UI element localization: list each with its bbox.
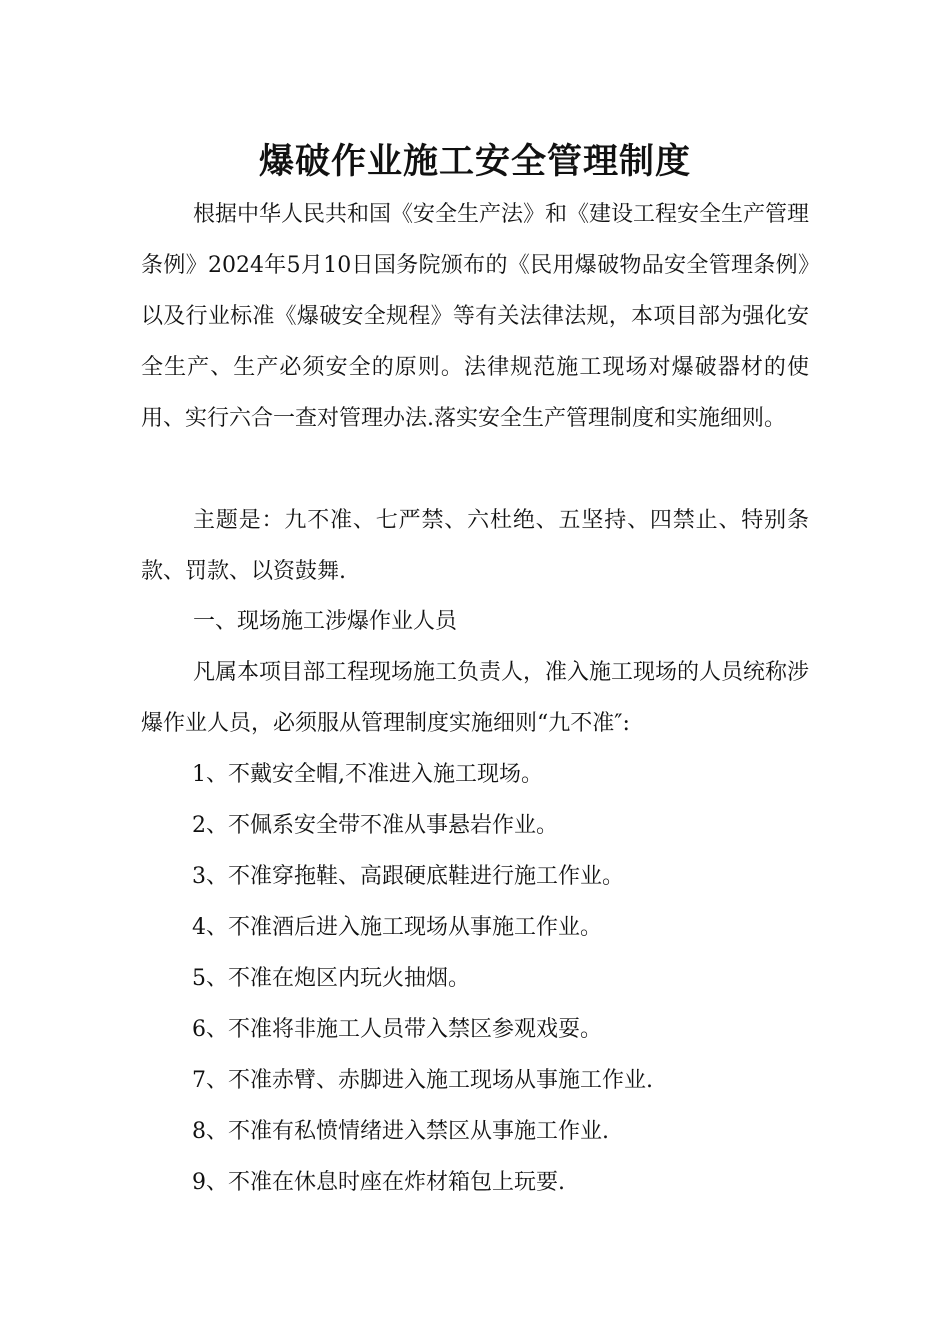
intro-text: 根据中华人民共和国《安全生产法》和《建设工程安全生产管理条例》2024年5月10日国务院颁布的《民用爆破物品安全管理条例》以及行业标准《爆破安全规程》等有关法律法规，本项目部为强化安全生产、生产必须安全的原则。法律规范施工现场对爆破器材的使用、实行六合一查对管理办法.落实安全生产管理制度和实施细则。 [141,202,810,431]
section-heading-block [141,596,809,647]
section-paragraph [141,647,809,749]
section-heading: 一、现场施工涉爆作业人员 [193,609,458,634]
intro-paragraph [141,189,809,444]
list-item: 5、不准在炮区内玩火抽烟。 [192,966,470,991]
list-item: 1、不戴安全帽,不准进入施工现场。 [192,762,543,787]
list-item: 6、不准将非施工人员带入禁区参观戏耍。 [192,1017,602,1042]
list-item: 4、不准酒后进入施工现场从事施工作业。 [192,915,602,940]
list-item: 8、不准有私愤情绪进入禁区从事施工作业. [192,1119,609,1144]
list-item: 9、不准在休息时座在炸材箱包上玩要. [192,1170,565,1195]
theme-paragraph [141,495,809,597]
section-text: 凡属本项目部工程现场施工负责人，准入施工现场的人员统称涉爆作业人员，必须服从管理制度实施细则“九不准″: [141,660,810,736]
list-item: 2、不佩系安全带不准从事悬岩作业。 [192,813,558,838]
list-item: 7、不准赤臂、赤脚进入施工现场从事施工作业. [192,1068,653,1093]
document-title: 爆破作业施工安全管理制度 [258,142,691,182]
theme-text: 主题是：九不准、七严禁、六杜绝、五坚持、四禁止、特别条款、罚款、以资鼓舞. [141,508,809,584]
list-item: 3、不准穿拖鞋、高跟硬底鞋进行施工作业。 [192,864,624,889]
